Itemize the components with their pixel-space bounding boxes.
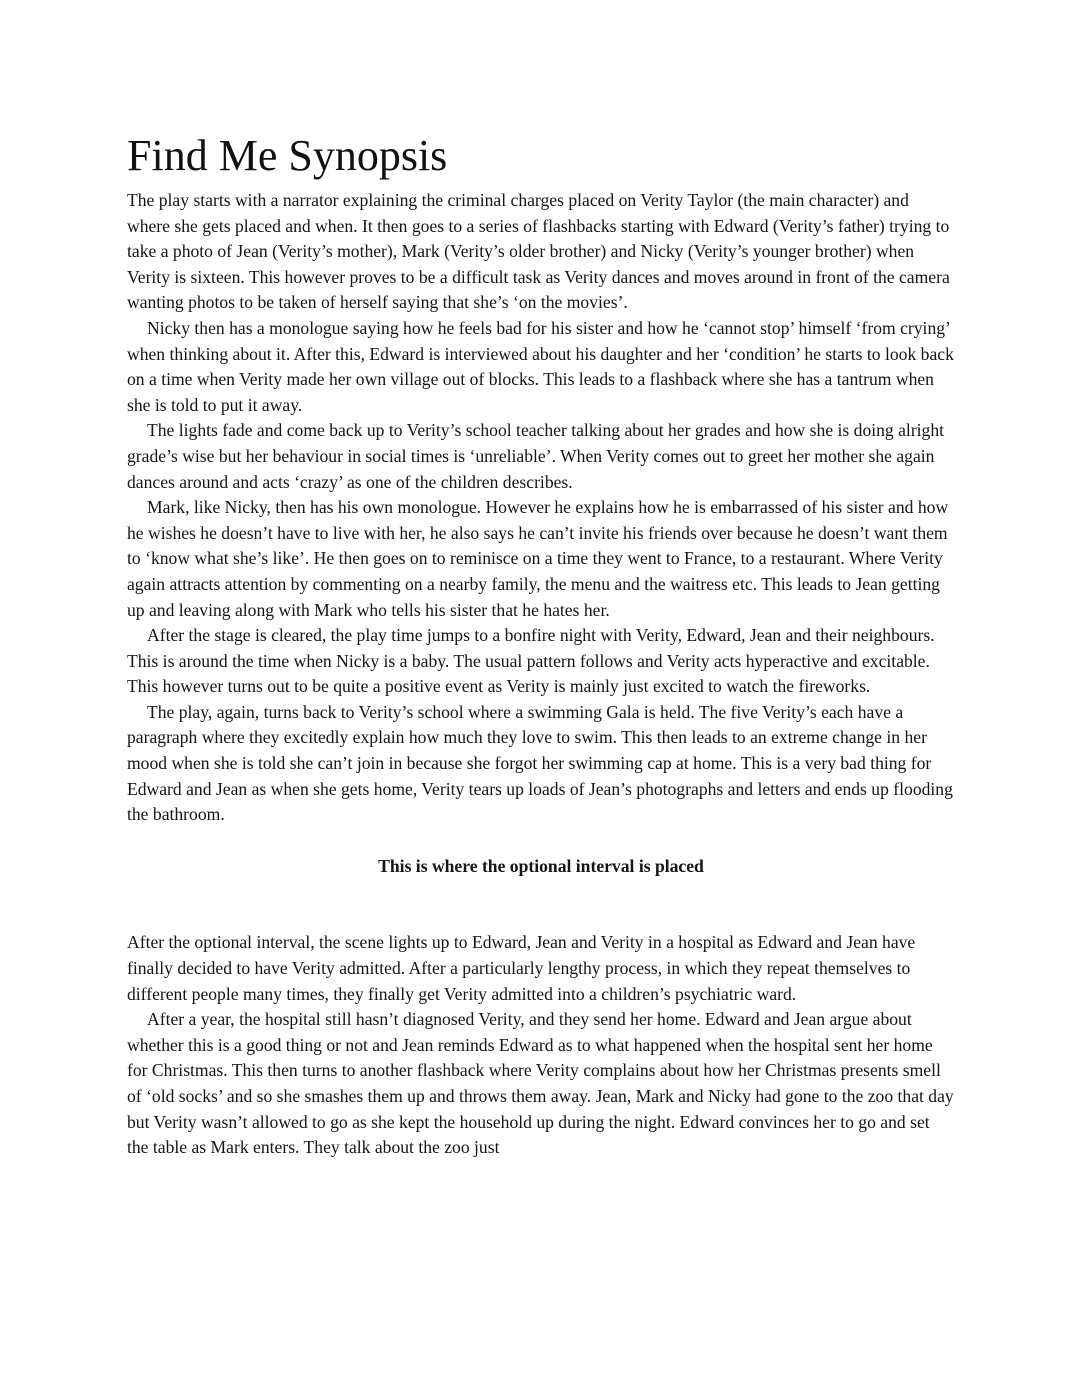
paragraph-swimming-gala: The play, again, turns back to Verity’s school where a swimming Gala is held. The five Verity’s each have a paragraph where they excitedly explain how much they love to swim. This then leads to an extreme change in her mood when she is told she can’t join in because she forgot her swimming cap at home. This is a very bad thing for Edward and Jean as when she gets home, Verity tears up loads of Jean’s photographs and letters and ends up flooding the bathroom. bbox=[127, 701, 953, 825]
paragraph-school-teacher: The lights fade and come back up to Verity’s school teacher talking about her grades and how she is doing alright grade’s wise but her behaviour in social times is ‘unreliable’. When Verity comes out to greet her mother she again dances around and acts ‘crazy’ as one of the children describes. bbox=[127, 420, 945, 492]
paragraph-bonfire-night: After the stage is cleared, the play time jumps to a bonfire night with Verity, Edward, Jean and their neighbours. This is around the time when Nicky is a baby. The usual pattern follows and Verity acts hyperactive and excitable. This however turns out to be quite a positive event as Verity is mainly just excited to watch the fireworks. bbox=[127, 625, 935, 697]
paragraph-opening: The play starts with a narrator explaining the criminal charges placed on Verity Taylor (the main character) and where she gets placed and when. It then goes to a series of flashbacks starting with Edward (Verity’s father) trying to take a photo of Jean (Verity’s mother), Mark (Verity’s older brother) and Nicky (Verity’s younger brother) when Verity is sixteen. This however proves to be a difficult task as Verity dances and moves around in front of the camera wanting photos to be taken of herself saying that she’s ‘on the movies’. bbox=[127, 190, 950, 313]
paragraph-nicky-monologue: Nicky then has a monologue saying how he feels bad for his sister and how he ‘cannot stop’ himself ‘from crying’ when thinking about it. After this, Edward is interviewed about his daughter and her ‘condition’ he starts to look back on a time when Verity made her own village out of blocks. This leads to a flashback where she has a tantrum when she is told to put it away. bbox=[127, 317, 954, 415]
paragraph-hospital-admission: After the optional interval, the scene lights up to Edward, Jean and Verity in a hospital as Edward and Jean have finally decided to have Verity admitted. After a particularly lengthy process, in which they repeat themselves to different people many times, they finally get Verity admitted into a children’s psychiatric ward. bbox=[127, 932, 916, 1004]
document-title: Find Me Synopsis bbox=[127, 131, 448, 180]
paragraph-mark-monologue: Mark, like Nicky, then has his own monologue. However he explains how he is embarrassed of his sister and how he wishes he doesn’t have to live with her, he also says he can’t invite his friends over because he doesn’t want them to ‘know what she’s like’. He then goes on to reminisce on a time they went to France, to a restaurant. Where Verity again attracts attention by commenting on a nearby family, the menu and the waitress etc. This leads to Jean getting up and leaving along with Mark who tells his sister that he hates her. bbox=[127, 497, 949, 620]
interval-note-heading: This is where the optional interval is placed bbox=[378, 855, 704, 876]
document-page bbox=[127, 128, 955, 1161]
paragraph-sent-home: After a year, the hospital still hasn’t diagnosed Verity, and they send her home. Edward and Jean argue about whether this is a good thing or not and Jean reminds Edward as to what happened when the hospital sent her home for Christmas. This then turns to another flashback where Verity complains about how her Christmas presents smell of ‘old socks’ and so she smashes them up and throws them away. Jean, Mark and Nicky had gone to the zoo that day but Verity wasn’t allowed to go as she kept the household up during the night. Edward convinces her to go and set the table as Mark enters. They talk about the zoo just bbox=[127, 1009, 954, 1158]
